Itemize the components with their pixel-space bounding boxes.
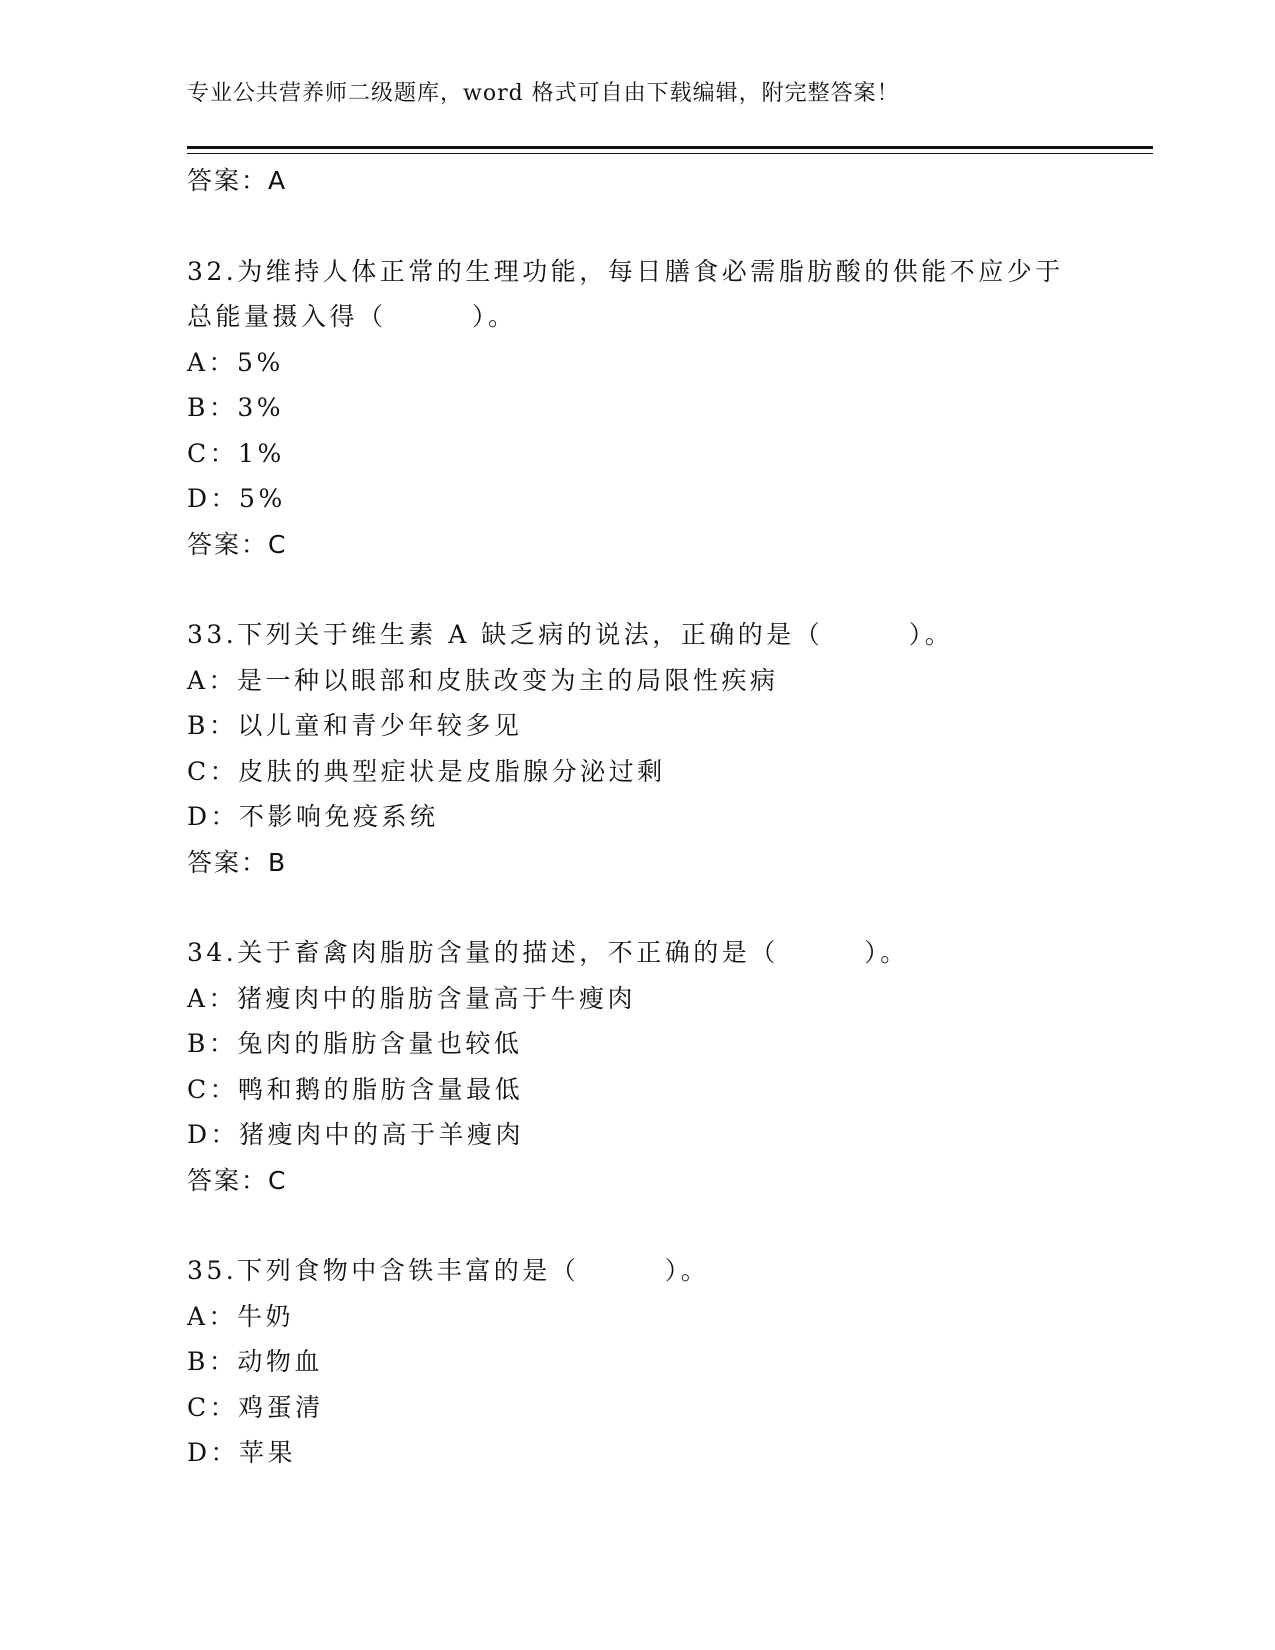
question-list [187, 158, 1147, 1476]
page-header: 专业公共营养师二级题库，word 格式可自由下载编辑，附完整答案！ [187, 81, 900, 106]
option-c: C：鸡蛋清 [187, 1392, 324, 1422]
answer-label: 答案：A [187, 166, 288, 195]
option-b: B：以儿童和青少年较多见 [187, 711, 523, 740]
option-c: C：皮肤的典型症状是皮脂腺分泌过剩 [187, 756, 666, 786]
option-d: D：苹果 [187, 1438, 297, 1467]
question-35 [187, 1248, 1147, 1476]
question-stem: 34.关于畜禽肉脂肪含量的描述，不正确的是（ ）。 [187, 938, 909, 967]
option-b: B：动物血 [187, 1347, 323, 1376]
answer-label: 答案：C [187, 529, 288, 559]
option-d: D：不影响免疫系统 [187, 802, 439, 831]
question-stem: 32.为维持人体正常的生理功能，每日膳食必需脂肪酸的供能不应少于 [187, 256, 1064, 286]
option-a: A：牛奶 [187, 1301, 295, 1331]
option-b: B：3% [187, 393, 285, 422]
option-b: B：兔肉的脂肪含量也较低 [187, 1029, 523, 1058]
option-a: A：是一种以眼部和皮肤改变为主的局限性疾病 [187, 665, 779, 695]
option-d: D：5% [187, 484, 286, 513]
option-c: C：1% [187, 438, 285, 468]
answer-label: 答案：B [187, 847, 288, 877]
question-33 [187, 612, 1147, 885]
answer-label: 答案：C [187, 1165, 288, 1195]
question-32 [187, 249, 1147, 568]
question-stem: 总能量摄入得（ ）。 [187, 302, 517, 331]
question-stem: 35.下列食物中含铁丰富的是（ ）。 [187, 1256, 710, 1285]
question-34 [187, 930, 1147, 1203]
option-c: C：鸭和鹅的脂肪含量最低 [187, 1074, 524, 1104]
option-a: A：5% [187, 347, 284, 377]
option-d: D：猪瘦肉中的高于羊瘦肉 [187, 1120, 525, 1149]
header-divider [187, 146, 1153, 154]
option-a: A：猪瘦肉中的脂肪含量高于牛瘦肉 [187, 983, 637, 1013]
question-stem: 33.下列关于维生素 A 缺乏病的说法，正确的是（ ）。 [187, 620, 954, 649]
